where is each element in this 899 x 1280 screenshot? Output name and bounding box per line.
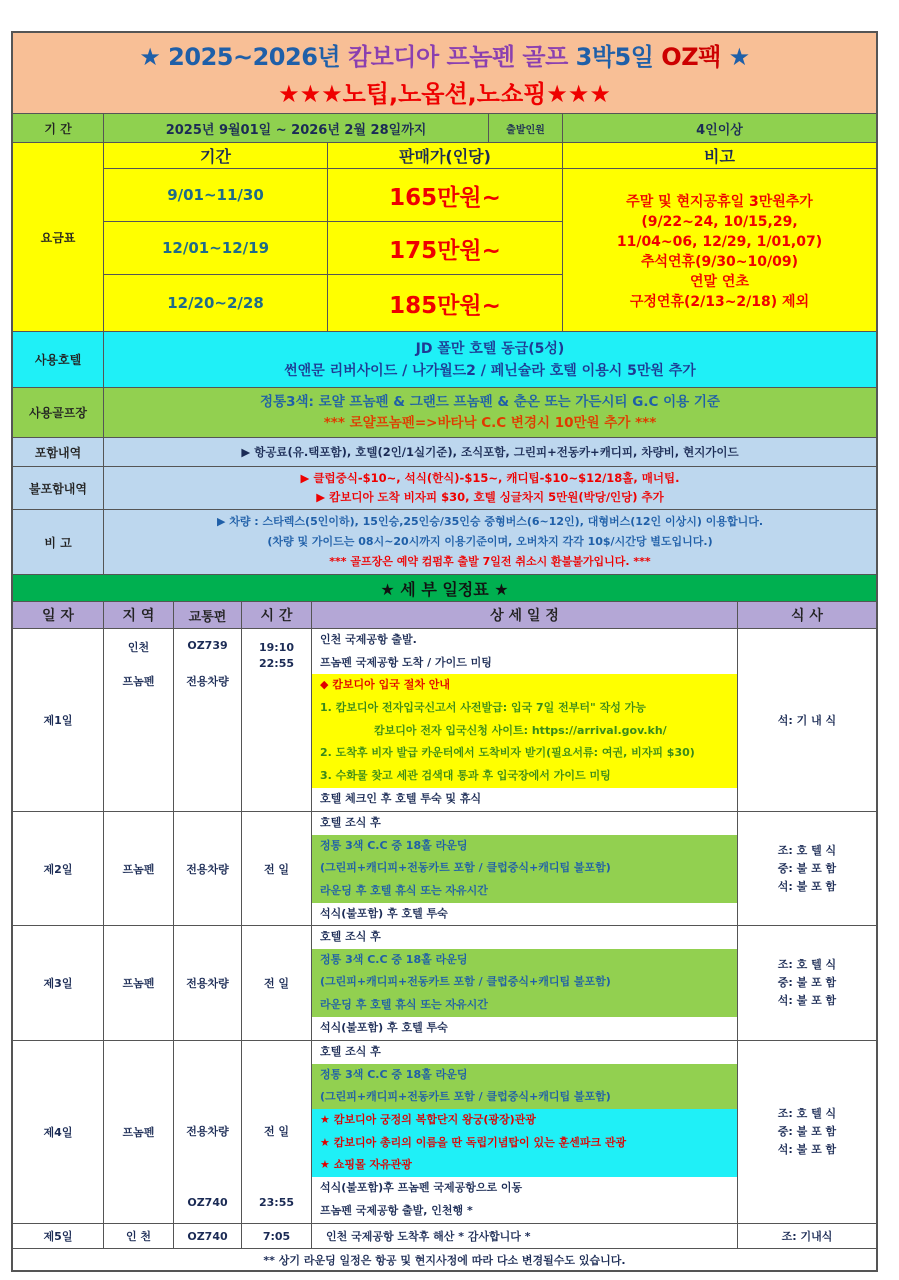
included-row [13,438,876,467]
price-note: 추석연휴(9/30~10/09) [640,254,799,270]
day-details [312,812,738,925]
time: 전 일 [242,926,312,1040]
detail-line: 라운딩 후 호텔 휴식 또는 자유시간 [312,880,737,903]
schedule-day-4 [13,1041,876,1224]
golf-row [13,388,876,438]
price-header-notes: 비고 [704,147,735,166]
title-star-icon: ★ [720,43,750,71]
detail-line: 3. 수화물 찾고 세관 검색대 통과 후 입국장에서 가이드 미팅 [312,765,737,788]
meal-breakfast: 조: 호 텔 식 [777,1107,837,1120]
price-table-label: 요금표 [13,143,104,331]
meal-dinner: 석: 불 포 함 [777,879,837,893]
detail-line: 프놈펜 국제공항 출발, 인천행 * [320,1203,473,1217]
detail-line: 석식(불포함)후 프놈펜 국제공항으로 이동 [320,1181,523,1195]
price-row [104,169,563,222]
included-label: 포함내역 [13,438,104,466]
price-header-period: 기간 [104,143,328,168]
title-airline-pack: OZ팩 [661,43,721,71]
detail-line: 정통 3색 C.C 중 18홀 라운딩 [312,1064,737,1087]
golf-label: 사용골프장 [13,388,104,437]
detail-line: 라운딩 후 호텔 휴식 또는 자유시간 [312,994,737,1017]
meals [738,812,876,925]
flight: OZ740 [187,1196,228,1209]
detail-line: 호텔 조식 후 [320,930,381,943]
day-details [312,926,738,1040]
price-row [104,222,563,275]
detail-line: 정통 3색 C.C 중 18홀 라운딩 [312,835,737,858]
day-label: 제4일 [13,1041,104,1223]
detail-line: 호텔 조식 후 [320,816,381,829]
meals [738,1041,876,1223]
title-banner [13,33,876,114]
day-details [312,1041,738,1223]
schedule-header [13,602,876,629]
meals: 조: 기내식 [781,1230,833,1243]
transport: 전용차량 [186,675,229,688]
schedule-footnote: ** 상기 라운딩 일정은 항공 및 현지사정에 따라 다소 변경될수도 있습니다. [263,1253,626,1267]
meal-lunch: 중: 불 포 함 [777,976,837,989]
title-years: ★ 2025~2026년 [139,43,348,71]
day-label: 제1일 [13,629,104,811]
schedule-day-2 [13,812,876,926]
meal-lunch: 중: 불 포 함 [777,1125,837,1138]
schedule-day-5 [13,1224,876,1249]
price-header-price: 판매가(인당) [328,143,563,168]
title-duration: 3박5일 [567,43,662,71]
title-destination: 캄보디아 프놈펜 골프 [347,43,568,71]
meal-lunch: 중: 불 포 함 [777,861,837,875]
detail-line: 인천 국제공항 도착후 해산 * 감사합니다 * [312,1224,738,1248]
price-note: 구정연휴(2/13~2/18) 제외 [629,294,810,310]
header-transport: 교통편 [174,602,242,628]
entry-procedure-heading: ◆ 캄보디아 입국 절차 안내 [312,674,737,697]
time: 전 일 [263,1125,290,1138]
detail-line: (그린피+캐디피+전동카트 포함 / 클럽중식+캐디팁 불포함) [312,1086,737,1109]
transport: 전용차량 [174,926,242,1040]
price-note: 11/04~06, 12/29, 1/01,07) [616,234,823,250]
meals [738,926,876,1040]
remarks-cancellation: *** 골프장은 예약 컴펌후 출발 7일전 취소시 환불불가입니다. *** [329,555,651,568]
price-value: 175만원~ [328,222,563,274]
price-note: (9/22~24, 10/15,29, [641,214,798,230]
time: 7:05 [242,1224,312,1248]
remarks-hours: (차량 및 가이드는 08시~20시까지 이용기준이며, 오버차지 각각 10$/시간당 별도입니다.) [267,535,713,548]
excluded-row [13,467,876,510]
price-period: 12/01~12/19 [104,222,328,274]
arrival-site-link[interactable]: 캄보디아 전자 입국신청 사이트: https://arrival.gov.kh/ [312,720,737,743]
meal-dinner: 석: 불 포 함 [777,994,837,1007]
flight: OZ739 [187,639,228,652]
schedule-title: ★ 세 부 일정표 ★ [380,579,509,599]
meal-breakfast: 조: 호 텔 식 [777,843,837,857]
region: 프놈펜 [104,926,174,1040]
detail-line: 호텔 조식 후 [320,1045,381,1058]
header-day: 일 자 [13,602,104,628]
header-time: 시 간 [242,602,312,628]
remarks-vehicle: ▶ 차량 : 스타렉스(5인이하), 15인승,25인승/35인승 중형버스(6~12인), 대형버스(12인 이상시) 이용합니다. [216,515,764,528]
tour-item: ★ 캄보디아 총리의 이름을 딴 독립기념탑이 있는 훈센파크 관광 [312,1132,737,1155]
price-note: 연말 연초 [690,274,749,290]
hotel-standard: JD 폴만 호텔 동급(5성) [415,340,565,357]
title-line-1 [139,37,749,72]
time: 전 일 [242,812,312,925]
remarks-row [13,510,876,575]
period-value: 2025년 9월01일 ~ 2026년 2월 28일까지 [104,114,489,142]
price-period: 12/20~2/28 [104,275,328,331]
price-table [13,143,876,332]
region: 인 천 [104,1224,174,1248]
title-line-2: ★★★노팁,노옵션,노쇼핑★★★ [278,80,611,108]
region: 프놈펜 [104,1041,174,1223]
price-notes [563,169,876,331]
detail-line: 호텔 체크인 후 호텔 투숙 및 휴식 [320,791,482,805]
day-label: 제5일 [13,1224,104,1248]
detail-line: 정통 3색 C.C 중 18홀 라운딩 [312,949,737,972]
meal-dinner: 석: 불 포 함 [777,1143,837,1156]
header-meals: 식 사 [791,608,823,624]
meal-breakfast: 조: 호 텔 식 [777,958,837,971]
period-row [13,114,876,143]
detail-line: 인천 국제공항 출발. [320,633,417,646]
excluded-item: ▶ 캄보디아 도착 비자피 $30, 호텔 싱글차지 5만원(박당/인당) 추가 [316,490,664,504]
tour-item: ★ 쇼핑몰 자유관광 [312,1154,737,1177]
price-row [104,275,563,331]
day-details [312,629,738,811]
detail-line: 석식(불포함) 후 호텔 투숙 [320,1020,448,1034]
excluded-item: ▶ 클럽중식-$10~, 석식(한식)-$15~, 캐디팁-$10~$12/18홀, 매너팁. [300,471,680,485]
price-note: 주말 및 현지공휴일 3만원추가 [626,194,813,210]
schedule-day-1 [13,629,876,812]
detail-line: 1. 캄보디아 전자입국신고서 사전발급: 입국 7일 전부터" 작성 가능 [312,697,737,720]
itinerary-sheet [11,31,878,1272]
time: 19:10 [258,641,294,654]
detail-line: (그린피+캐디피+전동카트 포함 / 클럽중식+캐디팁 불포함) [312,971,737,994]
day-label: 제3일 [13,926,104,1040]
tour-item: ★ 캄보디아 궁정의 복합단지 왕궁(광장)관광 [312,1109,737,1132]
flight: OZ740 [174,1224,242,1248]
hotel-label: 사용호텔 [13,332,104,387]
hotel-upgrade-note: 썬앤문 리버사이드 / 나가월드2 / 페닌슐라 호텔 이용시 5만원 추가 [284,362,696,379]
transport: 전용차량 [174,812,242,925]
time: 22:55 [258,657,294,670]
detail-line: 프놈펜 국제공항 도착 / 가이드 미팅 [320,655,492,669]
golf-change-note: *** 로얄프놈펜=>바타낙 C.C 변경시 10만원 추가 *** [323,414,657,431]
header-region: 지 역 [104,602,174,628]
header-details: 상 세 일 정 [312,602,738,628]
included-items: ▶ 항공료(유.택포함), 호텔(2인/1실기준), 조식포함, 그린피+전동카+캐디피, 차량비, 현지가이드 [241,445,739,459]
price-value: 185만원~ [328,275,563,331]
schedule-day-3 [13,926,876,1041]
schedule-title-row [13,575,876,602]
detail-line: 석식(불포함) 후 호텔 투숙 [320,906,448,920]
region: 프놈펜 [122,675,155,688]
detail-line: 2. 도착후 비자 발급 카운터에서 도착비자 받기(필요서류: 여권, 비자피 $30) [312,742,737,765]
departure-value: 4인이상 [696,122,743,138]
detail-line: (그린피+캐디피+전동카트 포함 / 클럽중식+캐디팁 불포함) [312,857,737,880]
region: 인천 [127,641,150,654]
transport: 전용차량 [186,1125,229,1138]
price-period: 9/01~11/30 [104,169,328,221]
hotel-row [13,332,876,388]
golf-courses: 정통3색: 로얄 프놈펜 & 그랜드 프놈펜 & 춘온 또는 가든시티 G.C 이용 기준 [260,393,720,410]
remarks-label: 비 고 [13,510,104,574]
day-label: 제2일 [13,812,104,925]
time: 23:55 [258,1196,294,1209]
departure-label: 출발인원 [489,114,563,142]
excluded-label: 불포함내역 [13,467,104,509]
period-label: 기 간 [13,114,104,142]
price-value: 165만원~ [328,169,563,221]
region: 프놈펜 [104,812,174,925]
meals: 석: 기 내 식 [777,714,837,727]
